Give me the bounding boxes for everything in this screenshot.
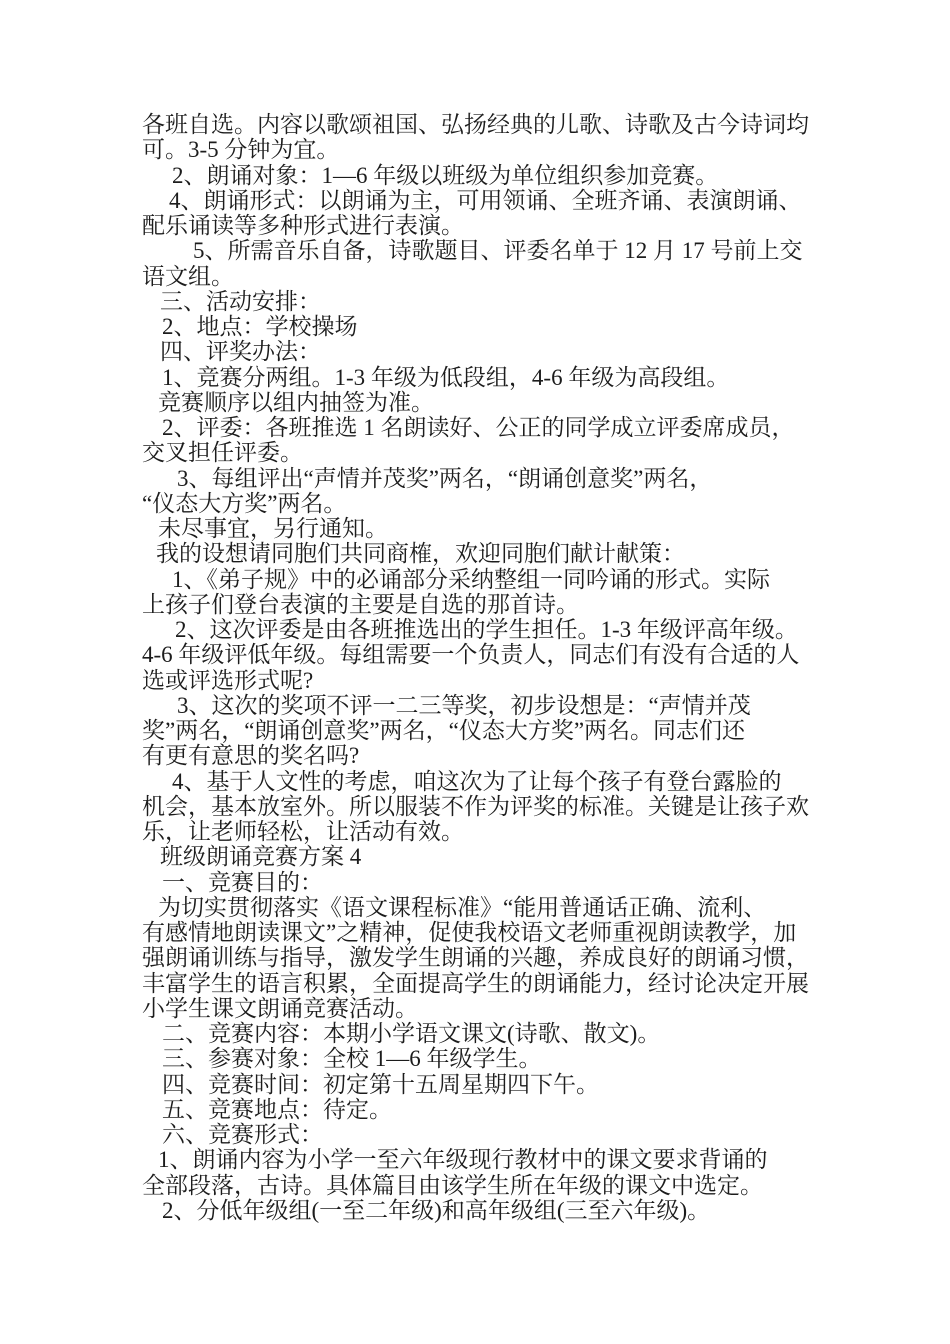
text-line: 奖”两名，“朗诵创意奖”两名，“仪态大方奖”两名。同志们还 — [142, 718, 746, 743]
text-line: 交叉担任评委。 — [142, 440, 303, 466]
text-line: 我的设想请同胞们共同商榷，欢迎同胞们献计献策： — [156, 541, 685, 567]
text-line: 机会，基本放室外。所以服装不作为评奖的标准。关键是让孩子欢 — [142, 793, 809, 819]
text-line: 丰富学生的语言积累，全面提高学生的朗诵能力，经讨论决定开展 — [142, 970, 809, 996]
text-line: 1、朗诵内容为小学一至六年级现行教材中的课文要求背诵的 — [158, 1147, 768, 1173]
text-line: 1、竞赛分两组。1-3 年级为低段组，4-6 年级为高段组。 — [162, 364, 730, 390]
text-line: 3、每组评出“声情并茂奖”两名，“朗诵创意奖”两名， — [177, 465, 713, 491]
text-line: “仪态大方奖”两名。 — [142, 490, 347, 516]
text-line: 4-6 年级评低年级。每组需要一个负责人，同志们有没有合适的人 — [142, 642, 800, 668]
text-line: 三、参赛对象：全校 1—6 年级学生。 — [162, 1046, 542, 1072]
text-line: 上孩子们登台表演的主要是自选的那首诗。 — [142, 591, 579, 617]
text-line: 2、地点：学校操场 — [162, 314, 358, 339]
text-line: 2、这次评委是由各班推选出的学生担任。1-3 年级评高年级。 — [175, 617, 798, 642]
text-line: 语文组。 — [142, 263, 234, 289]
text-line: 2、分低年级组(一至二年级)和高年级组(三至六年级)。 — [162, 1197, 711, 1223]
text-line: 各班自选。内容以歌颂祖国、弘扬经典的儿歌、诗歌及古今诗词均 — [142, 112, 809, 137]
text-line: 4、朗诵形式：以朗诵为主，可用领诵、全班齐诵、表演朗诵、 — [169, 187, 802, 213]
text-line: 2、朗诵对象：1—6 年级以班级为单位组织参加竞赛。 — [172, 162, 719, 188]
text-line: 二、竞赛内容：本期小学语文课文(诗歌、散文)。 — [162, 1021, 661, 1046]
text-line: 1、《弟子规》中的必诵部分采纳整组一同吟诵的形式。实际 — [172, 566, 770, 592]
text-line: 有感情地朗读课文”之精神，促使我校语文老师重视朗读教学，加 — [142, 920, 797, 945]
text-line: 竞赛顺序以组内抽签为准。 — [158, 389, 434, 415]
text-line: 全部段落，古诗。具体篇目由该学生所在年级的课文中选定。 — [142, 1172, 763, 1198]
text-line: 小学生课文朗诵竞赛活动。 — [142, 995, 418, 1021]
text-line: 5、所需音乐自备，诗歌题目、评委名单于 12 月 17 号前上交 — [193, 238, 803, 264]
text-line: 六、竞赛形式： — [162, 1122, 323, 1147]
document-text — [142, 112, 842, 1223]
text-line: 未尽事宜，另行通知。 — [158, 516, 388, 541]
text-line: 有更有意思的奖名吗? — [142, 743, 360, 769]
text-line: 4、基于人文性的考虑，咱这次为了让每个孩子有登台露脸的 — [172, 768, 782, 794]
text-line: 三、活动安排： — [160, 288, 321, 314]
text-line: 乐，让老师轻松，让活动有效。 — [142, 819, 464, 844]
text-line: 强朗诵训练与指导，激发学生朗诵的兴趣，养成良好的朗诵习惯， — [142, 945, 809, 971]
text-line: 可。3-5 分钟为宜。 — [142, 137, 340, 163]
text-line: 为切实贯彻落实《语文课程标准》“能用普通话正确、流利、 — [158, 894, 767, 920]
text-line: 四、评奖办法： — [160, 339, 321, 365]
text-line: 2、评委：各班推选 1 名朗读好、公正的同学成立评委席成员， — [162, 415, 795, 440]
text-line: 四、竞赛时间：初定第十五周星期四下午。 — [162, 1071, 599, 1097]
text-line: 一、竞赛目的： — [162, 869, 323, 895]
text-line: 3、这次的奖项不评一二三等奖，初步设想是：“声情并茂 — [177, 692, 751, 718]
text-line: 配乐诵读等多种形式进行表演。 — [142, 213, 464, 238]
text-line: 选或评选形式呢? — [142, 667, 314, 693]
text-line: 五、竞赛地点：待定。 — [162, 1096, 392, 1122]
text-line: 班级朗诵竞赛方案 4 — [160, 844, 362, 870]
